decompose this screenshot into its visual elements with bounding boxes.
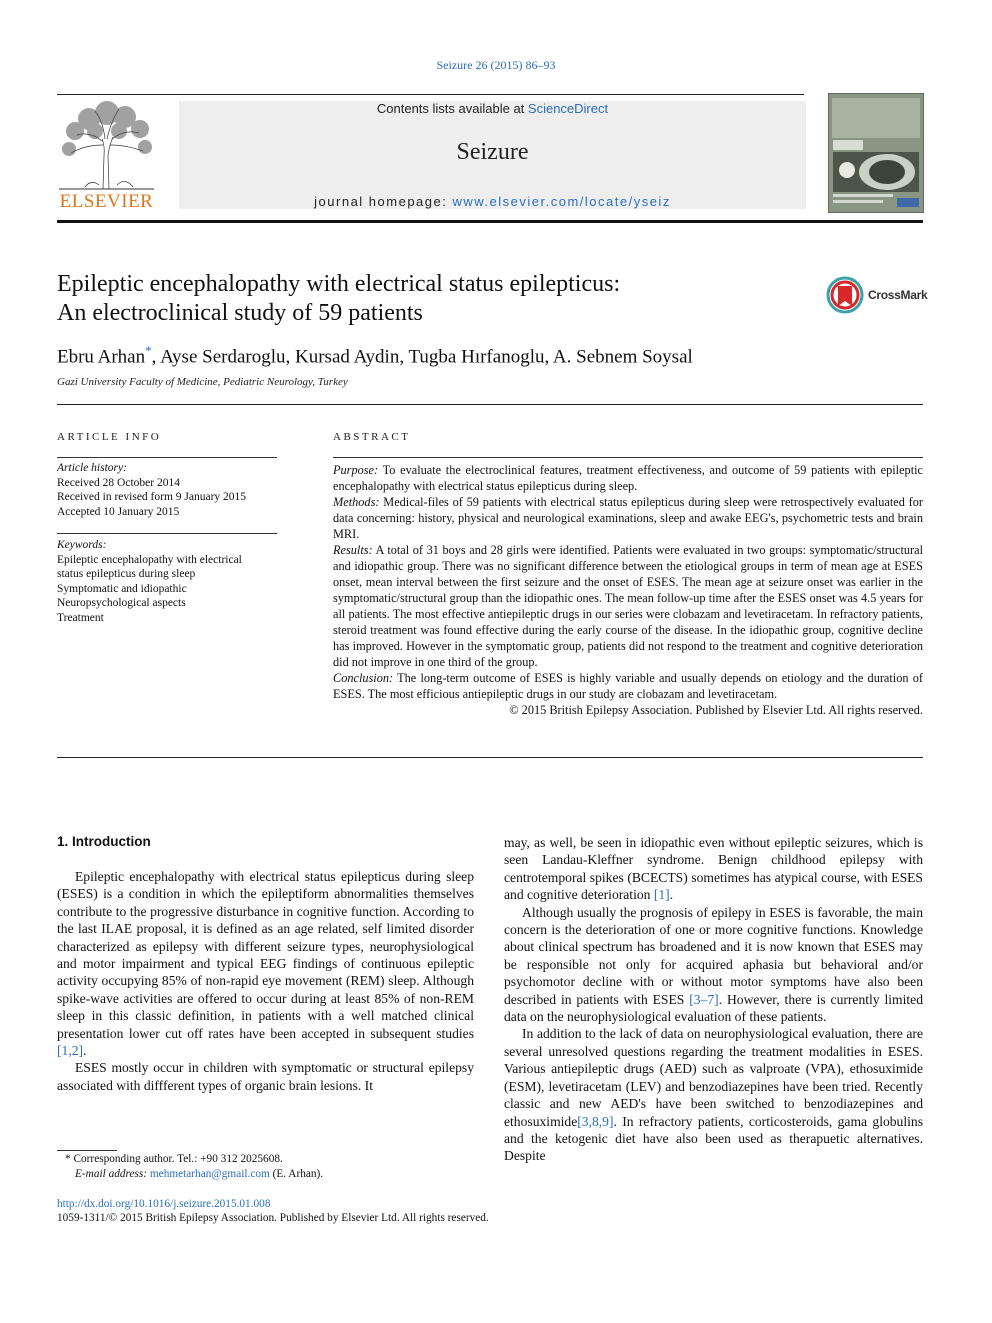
keyword-item: Treatment [57,611,104,624]
elsevier-wordmark: ELSEVIER [59,191,154,212]
citation-link[interactable]: [3,8,9] [577,1113,614,1129]
keyword-item: Symptomatic and idiopathic [57,582,187,595]
paragraph-text: . In refractory patients, corticosteroids, gama globulins and the ketogenic diet have also been used as therapuetic alternatives. Despite [504,1113,923,1164]
paragraph-text: may, as well, be seen in idiopathic even without epileptic seizures, which is seen Landau-Kleffner syndrome. Benign childhood epilepsy with centrotemporal spikes (BCECTS) sometimes has atypical course, with ESES and cognitive deterioration [504,835,923,903]
purpose-label: Purpose: [333,463,379,477]
footnote [57,1152,477,1182]
citation-link[interactable]: [1,2] [57,1043,84,1059]
footnote-mark: * [65,1153,71,1165]
abstract-purpose [333,462,923,494]
conclusion-label: Conclusion: [333,671,394,685]
journal-banner [179,101,806,209]
paragraph [504,1025,923,1164]
abstract-results [333,542,923,670]
keywords-label: Keywords: [57,539,107,551]
crossmark-label: CrossMark [868,288,928,302]
cover-art-icon [829,94,923,212]
paragraph-text: . [669,887,674,903]
paragraph [504,834,923,904]
footnote-text: Corresponding author. Tel.: +90 312 2025608. [70,1153,283,1165]
conclusion-text: The long-term outcome of ESES is highly variable and usually depends on etiology and the duration of ESES. The most efficious antiepileptic drugs in our study are clobazam and levetiracetam. [333,671,923,701]
email-label: E-mail address: [75,1168,148,1180]
crossmark-icon [826,276,864,314]
elsevier-tree-icon [55,101,158,191]
abstract-conclusion [333,670,923,702]
paragraph [504,904,923,1026]
contents-line [179,101,806,116]
contents-prefix: Contents lists available at [376,101,528,116]
footnote-rule [57,1150,117,1151]
author-list [57,343,693,368]
header-thick-rule [57,220,923,223]
email-line [57,1167,477,1182]
citation-link[interactable]: [1] [653,887,670,903]
keywords-rule [57,533,277,534]
journal-name: Seizure [456,139,529,165]
revised-date: Received in revised form 9 January 2015 [57,491,247,503]
history-label: Article history: [57,462,127,474]
article-info-rule [57,457,277,458]
body-column-left [57,868,474,1094]
homepage-prefix: journal homepage: [314,194,453,209]
paragraph: ESES mostly occur in children with symptomatic or structural epilepsy associated with diffferent types of organic brain lesions. It [57,1060,474,1093]
abstract-methods [333,494,923,542]
keyword-item: status epilepticus during sleep [57,568,196,580]
accepted-date: Accepted 10 January 2015 [57,505,180,518]
paragraph-text: Although usually the prognosis of epilepy in ESES is favorable, the main concern is the deterioration of one or more cognitive functions. Knowledge about clinical spectrum has broadened and it is now known that ESES may be responsible not only for acquired aphasia but behavioral and/or psychomotor decline with or without motor symptoms have also been described in patients with ESES [504,904,923,1007]
paragraph-text: In addition to the lack of data on neurophysiological evaluation, there are several unresolved questions regarding the treatment modalities in ESES. Various antiepileptic drugs (AED) such as valproate (VPA), ethosuximide (ESM), levetiracetam (LEV) and benzodiazepines have been tried. Recently classic and new AED's have been switched to benzodiazepines and ethosuximide [504,1026,923,1129]
received-date: Received 28 October 2014 [57,476,180,489]
results-text: A total of 31 boys and 28 girls were identified. Patients were evaluated in two groups: symptomatic/structural and idiopathic group. There was no significant difference between the etiological groups in term of mean age at ESES onset, mean interval between the first seizure and the onset of ESES. The mean age at seizure onset was earlier in the symptomatic/structural group than the idiopathic ones. The mean follow-up time after the ESES onset was 4.5 years for all patients. The most effective antiepileptic drugs in our series were clobazam and levetiracetam. In refractory patients, steroid treatment was found effective during the early course of the disease. In the idiopathic group, cognitive decline has improved. However in the symptomatic group, patients did not respond to the treatment and cognitive deterioration did not improve in one third of the group. [333,543,923,669]
methods-label: Methods: [333,495,380,509]
corresponding-author-mark[interactable]: * [145,343,152,358]
homepage-line [179,194,806,209]
journal-citation[interactable]: Seizure 26 (2015) 86–93 [436,58,556,72]
issn-copyright: 1059-1311/© 2015 British Epilepsy Association. Published by Elsevier Ltd. All rights reserved. [57,1212,489,1224]
paragraph-text: . However, there is currently limited data on the neurophysiological evaluation of these patients. [504,991,923,1025]
affiliation: Gazi University Faculty of Medicine, Pediatric Neurology, Turkey [57,376,348,388]
abstract-rule [333,457,923,458]
keyword-item: Neuropsychological aspects [57,597,186,609]
paragraph [57,868,474,1059]
abstract-body [333,462,923,718]
article-title [57,270,777,328]
purpose-text: To evaluate the electroclinical features, treatment effectiveness, and outcome of 59 patients with epileptic encephalopathy with electrical status epilepticus during sleep. [333,463,923,493]
author-first: Ebru Arhan [57,346,146,368]
article-history [57,461,277,519]
methods-text: Medical-files of 59 patients with electrical status epilepticus during sleep were retrospectively evaluated for data concerning: history, physical and neurological examinations, sleep and awake EEG's, psychometric tests and brain MRI. [333,495,923,541]
abstract-copyright: © 2015 British Epilepsy Association. Published by Elsevier Ltd. All rights reserved. [509,703,923,717]
results-label: Results: [333,543,373,557]
email-suffix: (E. Arhan). [269,1168,324,1180]
doi-link[interactable]: http://dx.doi.org/10.1016/j.seizure.2015.01.008 [57,1198,271,1210]
article-info-heading: ARTICLE INFO [57,431,162,443]
elsevier-logo[interactable] [55,101,158,213]
header-rule [57,94,804,95]
paragraph-text: . [83,1043,87,1059]
crossmark-badge[interactable] [826,276,926,314]
sciencedirect-link[interactable]: ScienceDirect [527,101,609,116]
section-heading-introduction: 1. Introduction [57,834,151,849]
email-link[interactable]: mehmetarhan@gmail.com [149,1168,270,1180]
authors-rule [57,404,923,405]
authors-rest: , Ayse Serdaroglu, Kursad Aydin, Tugba Hırfanoglu, A. Sebnem Soysal [151,346,693,368]
title-line-1: Epileptic encephalopathy with electrical status epilepticus: [57,271,621,297]
homepage-link[interactable]: www.elsevier.com/locate/yseiz [452,194,671,209]
title-line-2: An electroclinical study of 59 patients [57,300,423,326]
keyword-item: Epileptic encephalopathy with electrical [57,553,242,566]
body-column-right [504,834,923,1165]
citation-link[interactable]: [3–7] [689,991,719,1007]
abstract-bottom-rule [57,757,923,758]
journal-cover-image[interactable] [828,93,924,213]
paragraph-text: Epileptic encephalopathy with electrical status epilepticus during sleep (ESES) is a condition in which the epileptiform abnormalities themselves contribute to the progressive disturbance in cognitive function. According to the last ILAE proposal, it is defined as an age related, self limited disorder characterized as epilepsy with different seizure types, neurophysiological and motor impairment and typical EEG findings of continuous epileptic activity occupying 85% of non-rapid eye movement (REM) sleep. Although spike-wave activities are offered to occur during at least 85% of non-REM sleep in this classic definition, in patients with a well matched clinical presentation lower cut off rates have been accepted in subsequent studies [57,869,474,1041]
corresponding-author-note [57,1152,477,1167]
abstract-heading: ABSTRACT [333,431,411,443]
keywords-block [57,538,277,625]
